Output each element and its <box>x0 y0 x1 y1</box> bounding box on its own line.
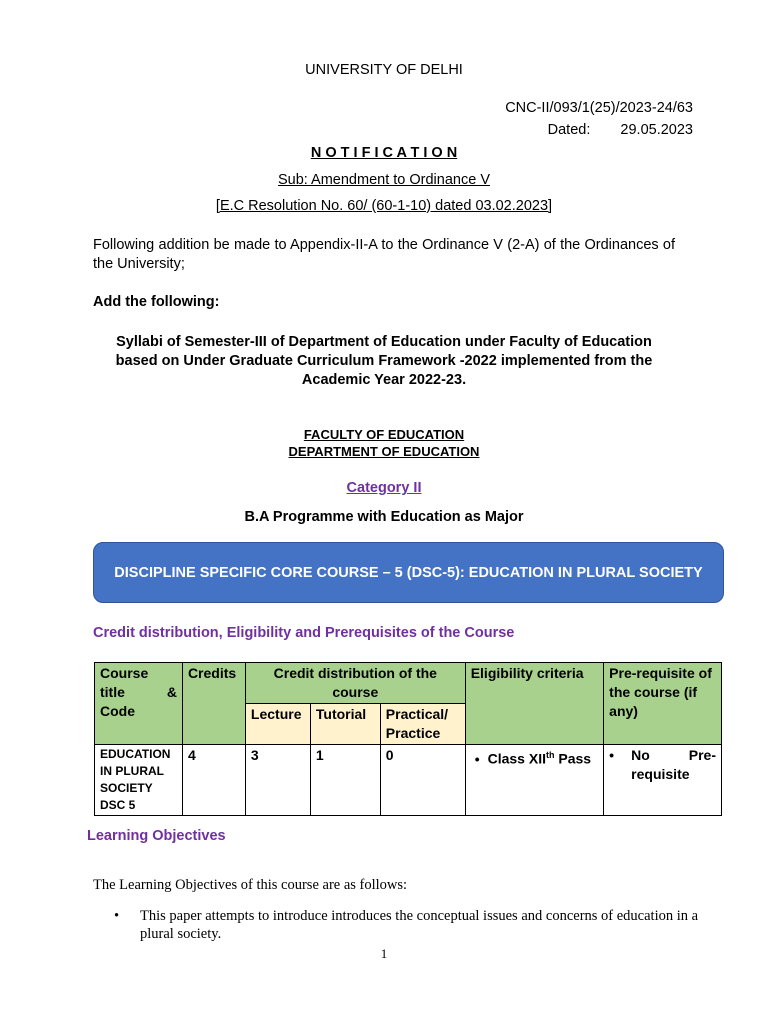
course-line: IN PLURAL <box>100 764 164 778</box>
reference-number: CNC-II/093/1(25)/2023-24/63 <box>505 100 693 116</box>
header-tutorial: Tutorial <box>310 704 380 745</box>
bullet-icon: • <box>114 908 120 924</box>
category-label: Category II <box>346 480 422 496</box>
eligibility-cell <box>465 745 603 816</box>
bullet-icon: • <box>609 747 615 763</box>
notification-title: N O T I F I C A T I O N <box>310 145 458 161</box>
dsc-banner-text: DISCIPLINE SPECIFIC CORE COURSE – 5 (DSC-5): EDUCATION IN PLURAL SOCIETY <box>114 564 703 581</box>
header-practical: Practical/ Practice <box>380 704 465 745</box>
faculty-heading: FACULTY OF EDUCATION <box>303 427 465 442</box>
bullet-icon: • <box>474 750 480 767</box>
dsc-banner <box>93 542 724 603</box>
header-prerequisite: Pre-requisite of the course (if any) <box>604 663 722 745</box>
table-row <box>95 745 722 816</box>
prerequisite-text: No Pre-requisite <box>631 747 716 782</box>
course-title-cell <box>95 745 183 816</box>
credit-distribution-table <box>94 662 722 816</box>
course-line: EDUCATION <box>100 747 171 761</box>
learning-objectives-heading: Learning Objectives <box>87 828 226 844</box>
dated-line <box>548 122 693 138</box>
addition-paragraph: Following addition be made to Appendix-II-A to the Ordinance V (2-A) of the Ordinances of the University; <box>93 237 675 272</box>
eligibility-superscript: th <box>545 750 555 760</box>
eligibility-text: Class XII <box>487 750 546 767</box>
resolution-line: [E.C Resolution No. 60/ (60-1-10) dated 03.02.2023] <box>215 198 553 214</box>
header-credits: Credits <box>182 663 245 745</box>
header-lecture: Lecture <box>245 704 310 745</box>
syllabi-line: Syllabi of Semester-III of Department of Education under Faculty of Education <box>116 334 652 350</box>
list-item <box>114 907 714 943</box>
header-eligibility: Eligibility criteria <box>465 663 603 745</box>
syllabi-statement <box>0 333 768 390</box>
list-item-text: This paper attempts to introduce introduces the conceptual issues and concerns of education in a plural society. <box>140 908 699 942</box>
prerequisite-cell <box>604 745 722 816</box>
dated-label: Dated: <box>547 122 591 138</box>
department-heading: DEPARTMENT OF EDUCATION <box>288 444 480 459</box>
page-number: 1 <box>380 946 388 961</box>
eligibility-text-end: Pass <box>554 750 592 767</box>
practical-cell: 0 <box>380 745 465 816</box>
header-credit-distribution: Credit distribution of the course <box>245 663 465 704</box>
course-line: SOCIETY <box>100 781 153 795</box>
notification-subject: Sub: Amendment to Ordinance V <box>278 172 490 188</box>
course-line: DSC 5 <box>100 798 136 812</box>
tutorial-cell: 1 <box>310 745 380 816</box>
credit-section-heading: Credit distribution, Eligibility and Prerequisites of the Course <box>93 625 515 641</box>
programme-title: B.A Programme with Education as Major <box>244 509 524 525</box>
syllabi-line: Academic Year 2022-23. <box>301 372 467 388</box>
learning-objectives-intro: The Learning Objectives of this course are as follows: <box>93 877 408 893</box>
header-course-title: Course title & Code <box>95 663 183 745</box>
credits-cell: 4 <box>182 745 245 816</box>
add-following-label: Add the following: <box>93 294 220 310</box>
dated-value: 29.05.2023 <box>620 122 693 138</box>
syllabi-line: based on Under Graduate Curriculum Framework -2022 implemented from the <box>115 353 653 369</box>
university-name: UNIVERSITY OF DELHI <box>305 62 463 78</box>
lecture-cell: 3 <box>245 745 310 816</box>
